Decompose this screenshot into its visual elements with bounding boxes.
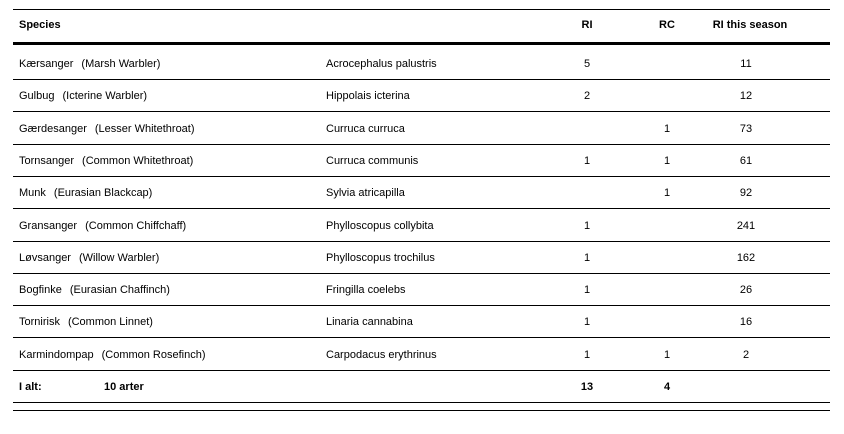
rc-value: 1	[663, 123, 671, 135]
bottom-rule-2	[13, 410, 830, 411]
species-danish: Gulbug	[19, 90, 55, 102]
species-latin: Curruca communis	[326, 155, 419, 167]
total-rc: 4	[663, 381, 671, 393]
species-latin: Phylloscopus trochilus	[326, 252, 435, 264]
species-latin: Phylloscopus collybita	[326, 220, 434, 232]
species-name	[19, 251, 159, 265]
row-divider	[13, 144, 830, 145]
species-danish: Bogfinke	[19, 284, 62, 296]
row-divider	[13, 111, 830, 112]
species-english: (Eurasian Chaffinch)	[69, 284, 170, 296]
species-danish: Kærsanger	[19, 58, 74, 70]
ri-value: 1	[583, 252, 591, 264]
species-name	[19, 89, 147, 103]
ri-value: 2	[583, 90, 591, 102]
row-divider	[13, 370, 830, 371]
species-danish: Løvsanger	[19, 252, 71, 264]
rc-value: 1	[663, 349, 671, 361]
ri-value: 1	[583, 284, 591, 296]
species-name	[19, 154, 193, 168]
ri-season-value: 241	[736, 220, 756, 232]
total-label: I alt:	[19, 381, 42, 393]
header-rule	[13, 42, 830, 45]
species-latin: Curruca curruca	[326, 123, 405, 135]
row-divider	[13, 305, 830, 306]
species-english: (Lesser Whitethroat)	[94, 123, 195, 135]
species-name	[19, 348, 206, 362]
species-latin: Hippolais icterina	[326, 90, 410, 102]
species-name	[19, 219, 186, 233]
ri-season-value: 61	[739, 155, 753, 167]
header-ri-season: RI this season	[712, 19, 788, 31]
ri-season-value: 73	[739, 123, 753, 135]
species-danish: Tornirisk	[19, 316, 60, 328]
ri-season-value: 11	[740, 58, 752, 70]
species-english: (Common Rosefinch)	[101, 349, 206, 361]
species-english: (Common Whitethroat)	[82, 155, 194, 167]
row-divider	[13, 337, 830, 338]
row-divider	[13, 79, 830, 80]
species-english: (Icterine Warbler)	[62, 90, 148, 102]
species-latin: Fringilla coelebs	[326, 284, 406, 296]
species-latin: Linaria cannabina	[326, 316, 413, 328]
row-divider	[13, 176, 830, 177]
species-english: (Willow Warbler)	[78, 252, 160, 264]
species-name	[19, 315, 153, 329]
ri-value: 5	[583, 58, 591, 70]
species-danish: Tornsanger	[19, 155, 75, 167]
row-divider	[13, 208, 830, 209]
ri-season-value: 92	[739, 187, 753, 199]
bottom-rule-1	[13, 402, 830, 403]
species-danish: Karmindompap	[19, 349, 94, 361]
species-english: (Eurasian Blackcap)	[53, 187, 153, 199]
ri-value: 1	[583, 155, 591, 167]
ri-value: 1	[583, 316, 591, 328]
rc-value: 1	[663, 187, 671, 199]
ri-value: 1	[583, 349, 591, 361]
species-danish: Munk	[19, 187, 46, 199]
species-danish: Gransanger	[19, 220, 78, 232]
species-english: (Marsh Warbler)	[81, 58, 161, 70]
top-rule	[13, 9, 830, 10]
species-english: (Common Chiffchaff)	[85, 220, 187, 232]
species-name	[19, 122, 195, 136]
species-latin: Carpodacus erythrinus	[326, 349, 437, 361]
row-divider	[13, 273, 830, 274]
ri-season-value: 2	[742, 349, 750, 361]
ri-season-value: 162	[736, 252, 756, 264]
total-species-count: 10 arter	[104, 381, 144, 393]
species-latin: Acrocephalus palustris	[326, 58, 437, 70]
species-name	[19, 283, 170, 297]
species-latin: Sylvia atricapilla	[326, 187, 405, 199]
ri-season-value: 16	[739, 316, 753, 328]
header-rc: RC	[659, 19, 675, 31]
header-species: Species	[19, 19, 61, 31]
ri-season-value: 12	[739, 90, 753, 102]
ri-season-value: 26	[739, 284, 753, 296]
rc-value: 1	[663, 155, 671, 167]
header-ri: RI	[581, 19, 593, 31]
total-ri: 13	[580, 381, 594, 393]
row-divider	[13, 241, 830, 242]
species-danish: Gærdesanger	[19, 123, 87, 135]
species-name	[19, 186, 152, 200]
species-english: (Common Linnet)	[67, 316, 153, 328]
ri-value: 1	[583, 220, 591, 232]
species-name	[19, 57, 160, 71]
